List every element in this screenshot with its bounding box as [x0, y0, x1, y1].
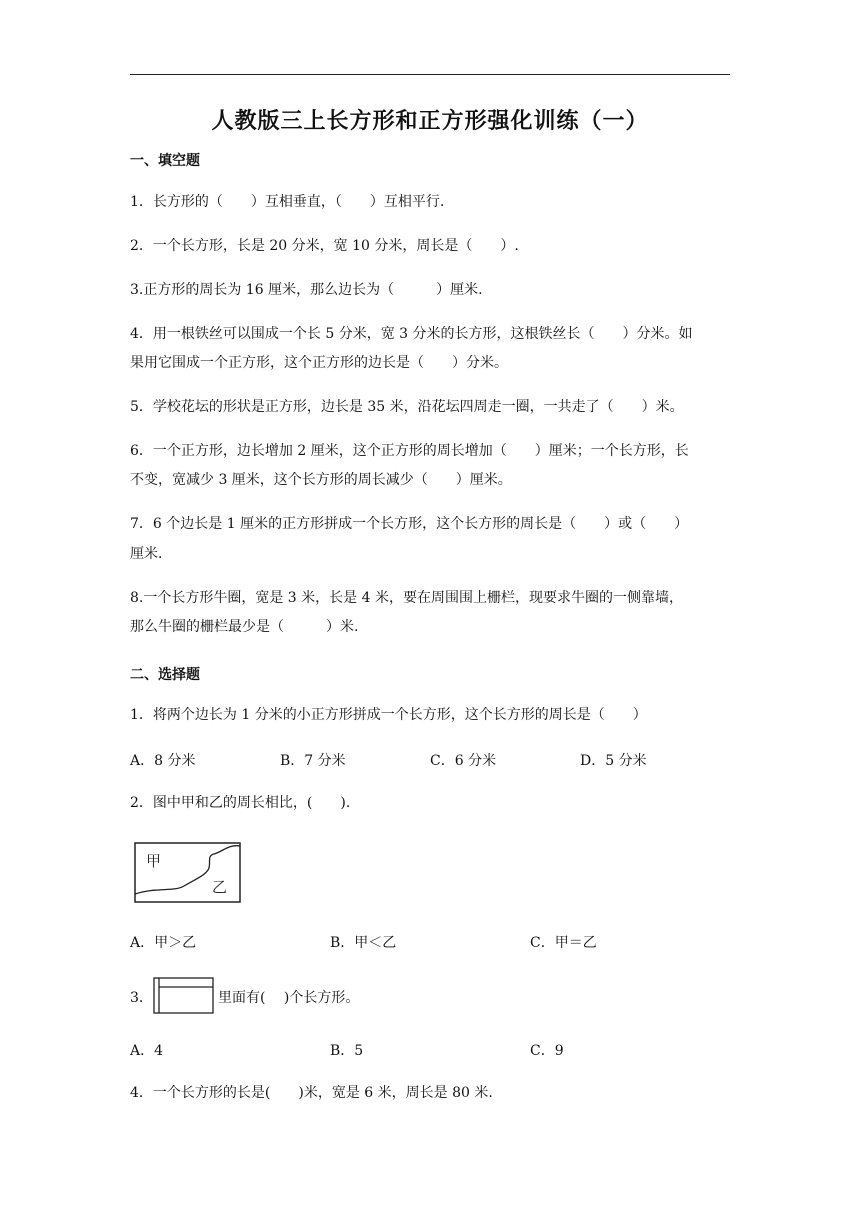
choice-question-3-number: 3． — [130, 990, 153, 1006]
option-b: B．5 — [330, 1043, 364, 1059]
header-rule — [130, 74, 730, 75]
option-d: D．5 分米 — [580, 753, 647, 769]
choice-question-1: 1．将两个边长为 1 分米的小正方形拼成一个长方形，这个长方形的周长是（ ） — [130, 707, 647, 723]
figure-label-yi: 乙 — [212, 878, 228, 896]
question-line: 5．学校花坛的形状是正方形，边长是 35 米，沿花坛四周走一圈，一共走了（ ）米。 — [130, 399, 684, 415]
choice-question-4: 4．一个长方形的长是( )米，宽是 6 米，周长是 80 米. — [130, 1085, 493, 1101]
question-line: 6．一个正方形，边长增加 2 厘米，这个正方形的周长增加（ ）厘米；一个长方形，长 — [130, 443, 689, 459]
option-c: C．6 分米 — [430, 753, 497, 769]
figure-jia-yi — [134, 842, 242, 904]
figure-label-jia: 甲 — [146, 852, 162, 870]
option-b: B．甲＜乙 — [330, 935, 397, 951]
option-b: B．7 分米 — [280, 753, 346, 769]
option-c: C．9 — [530, 1043, 564, 1059]
question-line: 不变，宽减少 3 厘米，这个长方形的周长减少（ ）厘米。 — [130, 472, 512, 488]
question-line: 果用它围成一个正方形，这个正方形的边长是（ ）分米。 — [130, 355, 508, 371]
option-c: C．甲＝乙 — [530, 935, 597, 951]
choice-question-3: 里面有( )个长方形。 — [218, 990, 360, 1006]
question-line: 2．一个长方形，长是 20 分米，宽 10 分米，周长是（ ）. — [130, 238, 519, 254]
figure-rectangles — [153, 977, 215, 1015]
question-line: 7．6 个边长是 1 厘米的正方形拼成一个长方形，这个长方形的周长是（ ）或（ ） — [130, 516, 689, 532]
option-a: A．甲＞乙 — [130, 935, 197, 951]
question-line: 1．长方形的（ ）互相垂直，（ ）互相平行. — [130, 194, 445, 210]
option-a: A．4 — [130, 1043, 164, 1059]
section-heading-fill-blank: 一、填空题 — [130, 153, 200, 169]
question-line: 4．用一根铁丝可以围成一个长 5 分米，宽 3 分米的长方形，这根铁丝长（ ）分米。如 — [130, 326, 693, 342]
question-line: 那么牛圈的栅栏最少是（ ）米. — [130, 619, 359, 635]
section-heading-choice: 二、选择题 — [130, 667, 200, 683]
question-line: 8.一个长方形牛圈，宽是 3 米，长是 4 米，要在周围围上栅栏，现要求牛圈的一侧靠墙， — [130, 590, 683, 606]
page-title: 人教版三上长方形和正方形强化训练（一） — [211, 108, 649, 134]
question-line: 3.正方形的周长为 16 厘米，那么边长为（ ）厘米. — [130, 282, 483, 298]
question-line: 厘米. — [130, 546, 163, 562]
choice-question-2: 2．图中甲和乙的周长相比，( ). — [130, 795, 351, 811]
option-a: A．8 分米 — [130, 753, 196, 769]
